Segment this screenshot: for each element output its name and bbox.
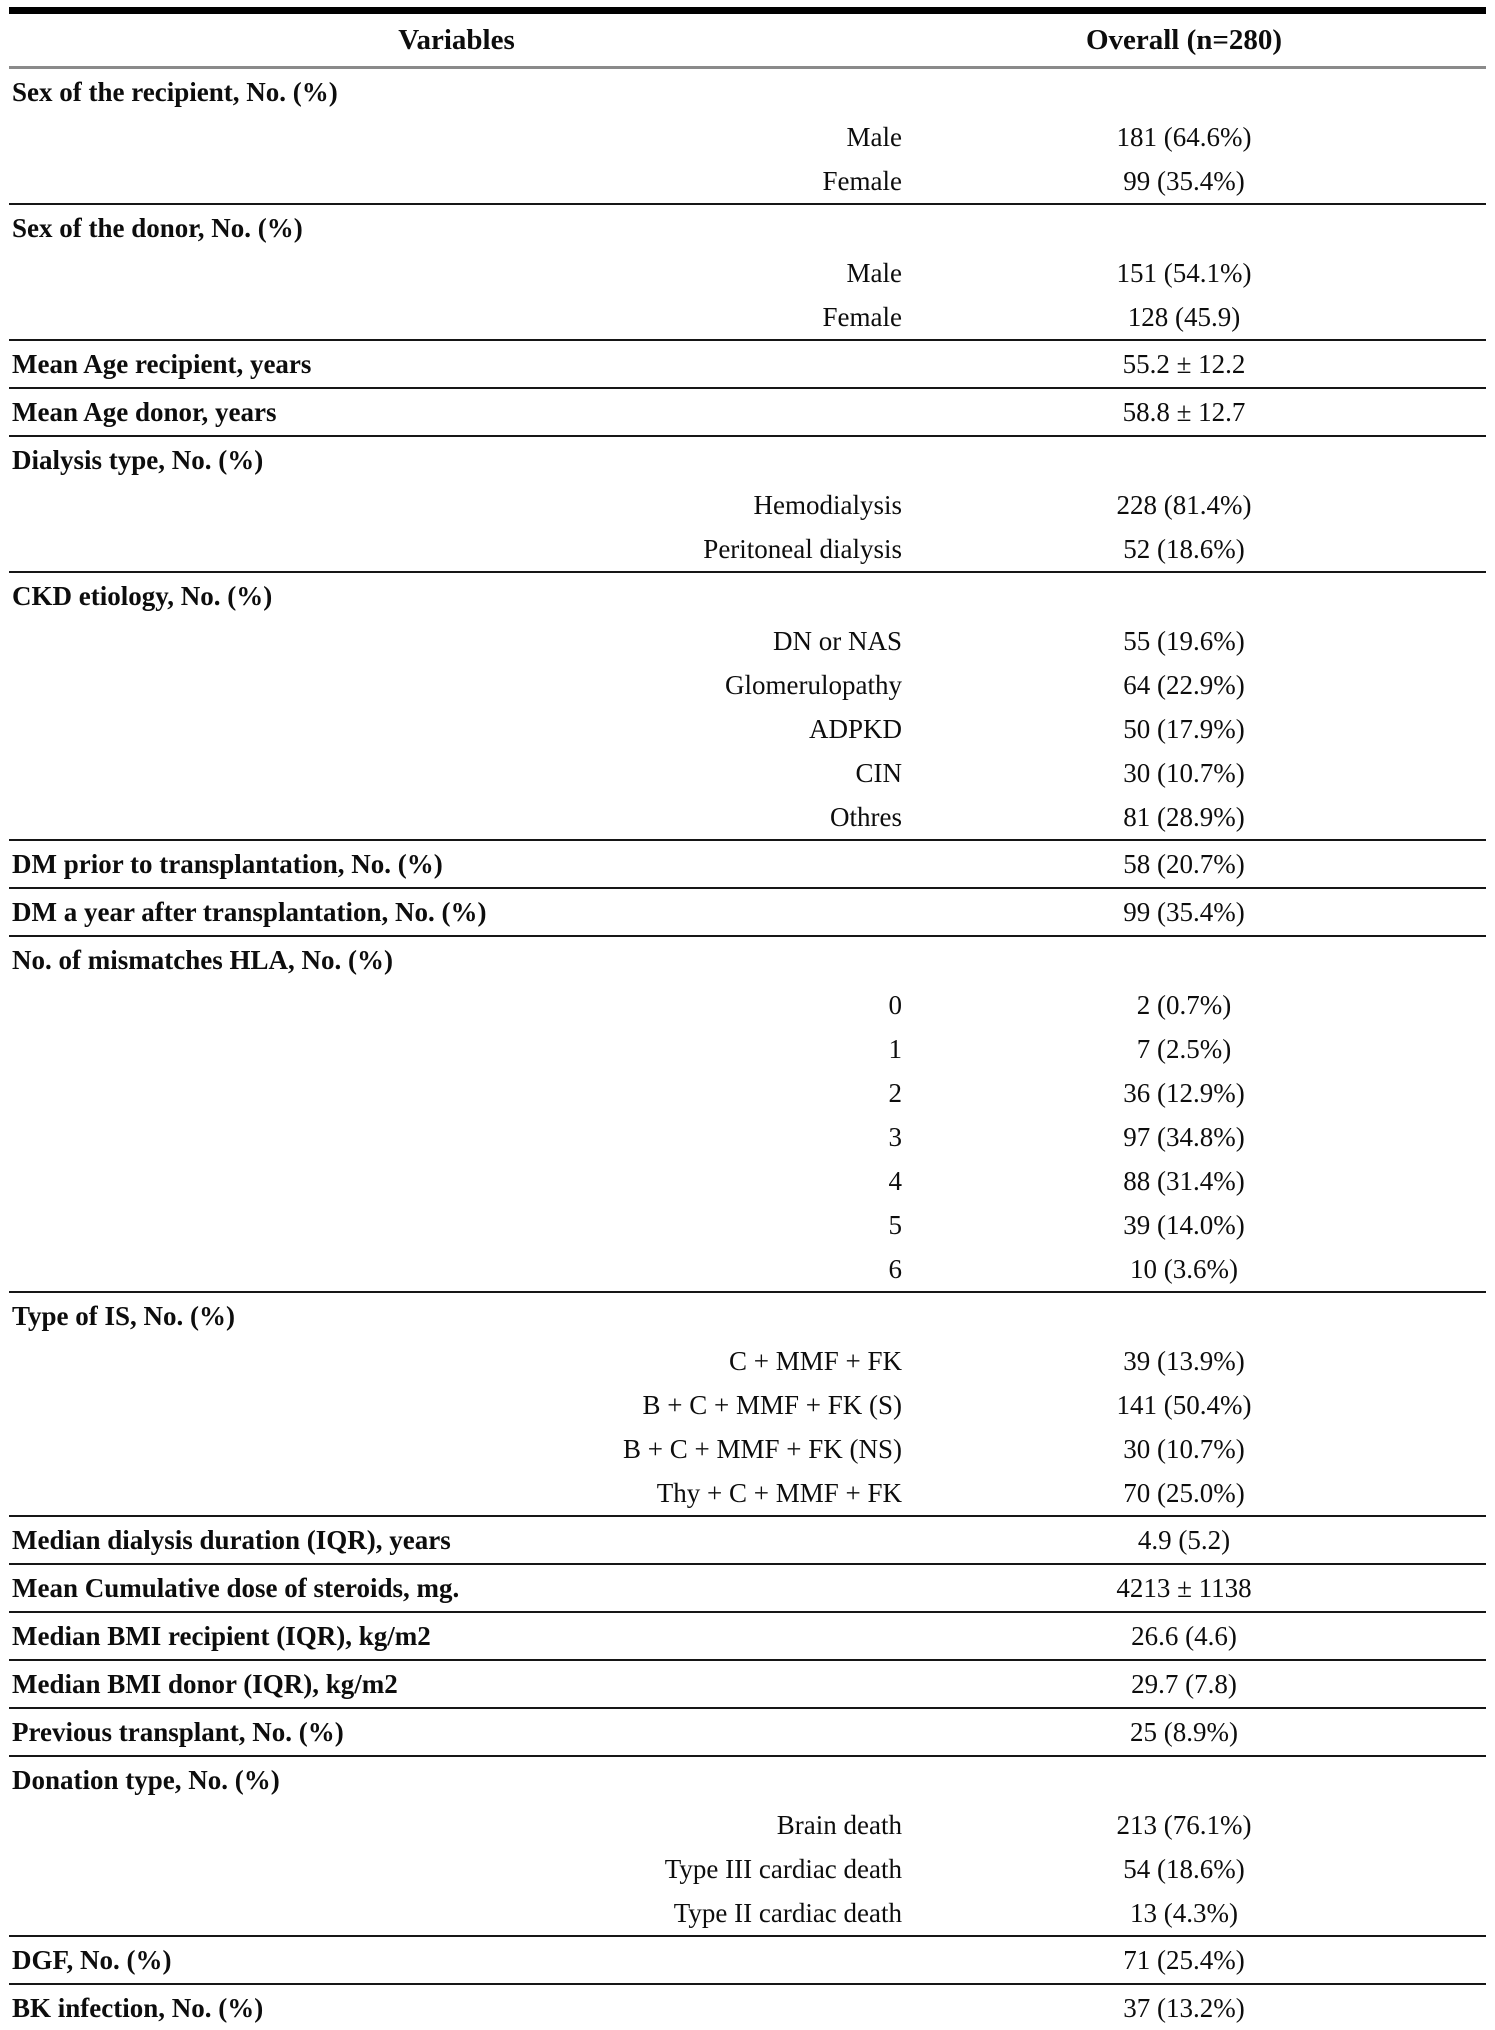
group-value-empty — [904, 1756, 1486, 1803]
table-row — [9, 1471, 1486, 1516]
table-row — [9, 1564, 1486, 1612]
row-label: DM prior to transplantation, No. (%) — [12, 848, 443, 879]
row-label: DN or NAS — [773, 625, 903, 656]
table-section — [9, 1984, 1486, 2030]
row-label: 4 — [888, 1165, 903, 1196]
row-value: 81 (28.9%) — [1123, 801, 1245, 832]
row-label: Male — [846, 257, 903, 288]
row-value: 10 (3.6%) — [1130, 1253, 1238, 1284]
row-value: 30 (10.7%) — [1123, 757, 1245, 788]
row-label: Hemodialysis — [753, 489, 903, 520]
row-value: 26.6 (4.6) — [1131, 1620, 1237, 1651]
row-label: Type II cardiac death — [673, 1897, 903, 1928]
table-row — [9, 1027, 1486, 1071]
table-section — [9, 1516, 1486, 1564]
table-section — [9, 1564, 1486, 1612]
row-value: 228 (81.4%) — [1116, 489, 1252, 520]
row-value: 128 (45.9) — [1127, 301, 1241, 332]
group-value-empty — [904, 1292, 1486, 1339]
row-label: ADPKD — [809, 713, 903, 744]
group-label: Donation type, No. (%) — [12, 1764, 280, 1795]
row-value: 36 (12.9%) — [1123, 1077, 1245, 1108]
group-header-row — [9, 1756, 1486, 1803]
row-value: 141 (50.4%) — [1116, 1389, 1252, 1420]
row-value: 4213 ± 1138 — [1116, 1572, 1252, 1603]
row-label: Female — [822, 301, 903, 332]
table-section — [9, 204, 1486, 340]
row-value: 13 (4.3%) — [1130, 1897, 1238, 1928]
row-value: 52 (18.6%) — [1123, 533, 1245, 564]
row-value: 58.8 ± 12.7 — [1122, 396, 1246, 427]
row-value: 97 (34.8%) — [1123, 1121, 1245, 1152]
group-header-row — [9, 204, 1486, 251]
row-value: 54 (18.6%) — [1123, 1853, 1245, 1884]
table-row — [9, 1936, 1486, 1984]
row-label: Mean Cumulative dose of steroids, mg. — [12, 1572, 460, 1603]
row-label: BK infection, No. (%) — [12, 1992, 264, 2023]
row-label: Othres — [830, 801, 903, 832]
row-label: 0 — [888, 989, 903, 1020]
row-label: 6 — [888, 1253, 903, 1284]
column-header-overall: Overall (n=280) — [1085, 23, 1283, 56]
row-label: Median BMI donor (IQR), kg/m2 — [12, 1668, 398, 1699]
row-label: 5 — [888, 1209, 903, 1240]
table-section — [9, 888, 1486, 936]
table-row — [9, 251, 1486, 295]
row-label: Median BMI recipient (IQR), kg/m2 — [12, 1620, 431, 1651]
group-header-row — [9, 572, 1486, 619]
row-value: 55.2 ± 12.2 — [1122, 348, 1246, 379]
row-value: 50 (17.9%) — [1123, 713, 1245, 744]
table-row — [9, 1427, 1486, 1471]
group-header-row — [9, 436, 1486, 483]
row-value: 37 (13.2%) — [1123, 1992, 1245, 2023]
group-value-empty — [904, 572, 1486, 619]
group-value-empty — [904, 936, 1486, 983]
group-header-row — [9, 936, 1486, 983]
row-value: 213 (76.1%) — [1116, 1809, 1252, 1840]
row-label: Mean Age donor, years — [12, 396, 277, 427]
column-header-variables: Variables — [398, 23, 515, 56]
table-row — [9, 751, 1486, 795]
group-header-row — [9, 68, 1486, 116]
row-label: B + C + MMF + FK (NS) — [623, 1433, 903, 1464]
row-label: 3 — [888, 1121, 903, 1152]
table-row — [9, 1516, 1486, 1564]
table-section — [9, 1936, 1486, 1984]
table-row — [9, 115, 1486, 159]
table-section — [9, 840, 1486, 888]
table-row — [9, 1159, 1486, 1203]
group-value-empty — [904, 436, 1486, 483]
row-value: 58 (20.7%) — [1123, 848, 1245, 879]
table-row — [9, 619, 1486, 663]
table-row — [9, 1612, 1486, 1660]
group-value-empty — [904, 204, 1486, 251]
group-label: Sex of the donor, No. (%) — [12, 212, 303, 243]
row-label: Mean Age recipient, years — [12, 348, 312, 379]
row-label: Male — [846, 121, 903, 152]
row-value: 25 (8.9%) — [1130, 1716, 1238, 1747]
table-row — [9, 1660, 1486, 1708]
table-row — [9, 1708, 1486, 1756]
table-section — [9, 1660, 1486, 1708]
table-row — [9, 1847, 1486, 1891]
row-value: 70 (25.0%) — [1123, 1477, 1245, 1508]
table-section — [9, 1708, 1486, 1756]
table-row — [9, 388, 1486, 436]
row-label: Previous transplant, No. (%) — [12, 1716, 344, 1747]
group-value-empty — [904, 68, 1486, 116]
group-label: CKD etiology, No. (%) — [12, 580, 273, 611]
table-header-row — [9, 11, 1486, 68]
table-row — [9, 527, 1486, 572]
row-label: Type III cardiac death — [664, 1853, 903, 1884]
table-section — [9, 572, 1486, 840]
row-value: 39 (14.0%) — [1123, 1209, 1245, 1240]
group-label: No. of mismatches HLA, No. (%) — [12, 944, 393, 975]
table-row — [9, 1891, 1486, 1936]
row-label: C + MMF + FK — [729, 1345, 903, 1376]
table-section — [9, 1292, 1486, 1516]
row-value: 151 (54.1%) — [1116, 257, 1252, 288]
row-label: CIN — [855, 757, 903, 788]
table-row — [9, 888, 1486, 936]
row-value: 99 (35.4%) — [1123, 165, 1245, 196]
table-row — [9, 663, 1486, 707]
table-row — [9, 483, 1486, 527]
paper-table — [9, 7, 1486, 2030]
table-row — [9, 340, 1486, 388]
row-value: 30 (10.7%) — [1123, 1433, 1245, 1464]
table-row — [9, 840, 1486, 888]
table-row — [9, 1115, 1486, 1159]
row-label: Female — [822, 165, 903, 196]
row-label: DM a year after transplantation, No. (%) — [12, 896, 487, 927]
table-section — [9, 1612, 1486, 1660]
table-header — [9, 11, 1486, 68]
table-row — [9, 1247, 1486, 1292]
table-section — [9, 436, 1486, 572]
table-row — [9, 1339, 1486, 1383]
table-row — [9, 295, 1486, 340]
row-value: 39 (13.9%) — [1123, 1345, 1245, 1376]
row-value: 64 (22.9%) — [1123, 669, 1245, 700]
row-value: 7 (2.5%) — [1136, 1033, 1232, 1064]
row-value: 4.9 (5.2) — [1137, 1524, 1231, 1555]
table-row — [9, 707, 1486, 751]
table-section — [9, 936, 1486, 1292]
row-label: Median dialysis duration (IQR), years — [12, 1524, 451, 1555]
group-label: Sex of the recipient, No. (%) — [12, 76, 338, 107]
row-value: 71 (25.4%) — [1123, 1944, 1245, 1975]
row-label: DGF, No. (%) — [12, 1944, 172, 1975]
row-value: 99 (35.4%) — [1123, 896, 1245, 927]
table-row — [9, 1071, 1486, 1115]
table-row — [9, 159, 1486, 204]
table-section — [9, 1756, 1486, 1936]
table-row — [9, 1803, 1486, 1847]
table-section — [9, 68, 1486, 205]
table-row — [9, 1203, 1486, 1247]
row-label: Brain death — [776, 1809, 903, 1840]
group-label: Type of IS, No. (%) — [12, 1300, 236, 1331]
row-label: Thy + C + MMF + FK — [656, 1477, 903, 1508]
group-header-row — [9, 1292, 1486, 1339]
table-section — [9, 388, 1486, 436]
row-label: Glomerulopathy — [725, 669, 903, 700]
row-label: 2 — [888, 1077, 903, 1108]
row-value: 2 (0.7%) — [1136, 989, 1232, 1020]
group-label: Dialysis type, No. (%) — [12, 444, 264, 475]
row-label: Peritoneal dialysis — [703, 533, 903, 564]
row-value: 88 (31.4%) — [1123, 1165, 1245, 1196]
table-row — [9, 983, 1486, 1027]
row-value: 55 (19.6%) — [1123, 625, 1245, 656]
row-value: 181 (64.6%) — [1116, 121, 1252, 152]
table-row — [9, 1984, 1486, 2030]
row-label: 1 — [888, 1033, 903, 1064]
row-value: 29.7 (7.8) — [1131, 1668, 1237, 1699]
table-section — [9, 340, 1486, 388]
table-row — [9, 1383, 1486, 1427]
row-label: B + C + MMF + FK (S) — [642, 1389, 903, 1420]
table-row — [9, 795, 1486, 840]
